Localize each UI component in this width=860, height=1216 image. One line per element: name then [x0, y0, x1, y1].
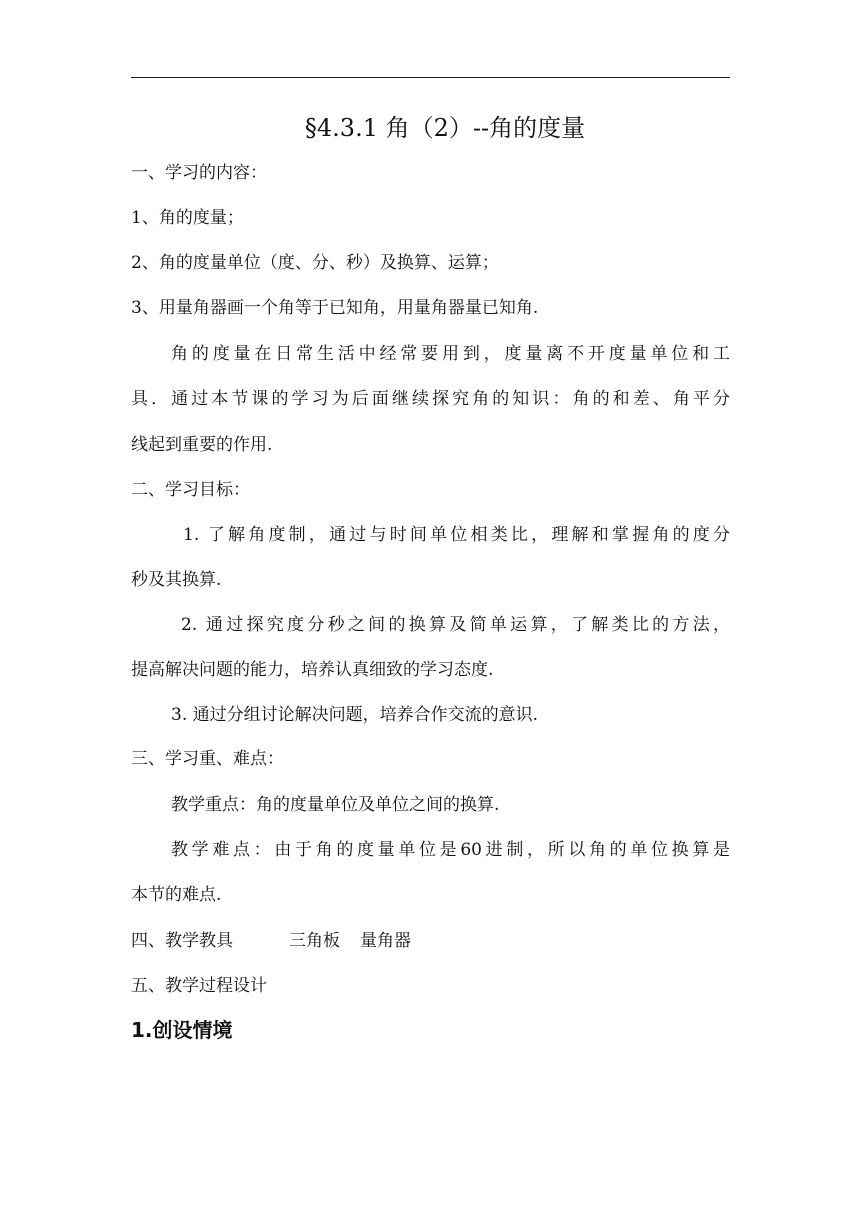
difficulty-line-1: 教学难点：由于角的度量单位是60进制，所以角的单位换算是: [171, 840, 730, 860]
intro-paragraph-line-3: 线起到重要的作用.: [131, 435, 273, 455]
goal-2-line-1: 2. 通过探究度分秒之间的换算及简单运算，了解类比的方法，: [181, 615, 730, 635]
goal-2-line-2: 提高解决问题的能力，培养认真细致的学习态度.: [131, 660, 494, 680]
content-item-2: 2、角的度量单位（度、分、秒）及换算、运算；: [131, 253, 499, 273]
section-heading-content: 一、学习的内容：: [131, 163, 267, 183]
key-point: 教学重点：角的度量单位及单位之间的换算.: [171, 795, 500, 815]
intro-paragraph-line-1: 角的度量在日常生活中经常要用到，度量离不开度量单位和工: [171, 344, 730, 364]
tool-protractor: 量角器: [360, 931, 411, 951]
goal-1-line-2: 秒及其换算.: [131, 570, 222, 590]
section-heading-tools: [131, 928, 730, 954]
goal-3: 3. 通过分组讨论解决问题，培养合作交流的意识.: [171, 705, 539, 725]
subsection-heading-scenario: 1.创设情境: [131, 1018, 233, 1042]
content-item-1: 1、角的度量；: [131, 208, 244, 228]
intro-paragraph-line-2: 具．通过本节课的学习为后面继续探究角的知识：角的和差、角平分: [131, 389, 730, 409]
difficulty-line-2: 本节的难点.: [131, 885, 222, 905]
document-title: §4.3.1 角（2）--角的度量: [304, 114, 586, 142]
section-heading-process: 五、教学过程设计: [131, 976, 267, 996]
content-item-3: 3、用量角器画一个角等于已知角，用量角器量已知角.: [131, 298, 539, 318]
header-rule: [131, 77, 730, 78]
tool-triangle-ruler: 三角板: [289, 931, 340, 951]
tools-heading-label: 四、教学教具: [131, 931, 233, 951]
section-heading-goals: 二、学习目标：: [131, 480, 250, 500]
section-heading-key-points: 三、学习重、难点：: [131, 749, 284, 769]
goal-1-line-1: 1. 了解角度制，通过与时间单位相类比，理解和掌握角的度分: [183, 525, 730, 545]
